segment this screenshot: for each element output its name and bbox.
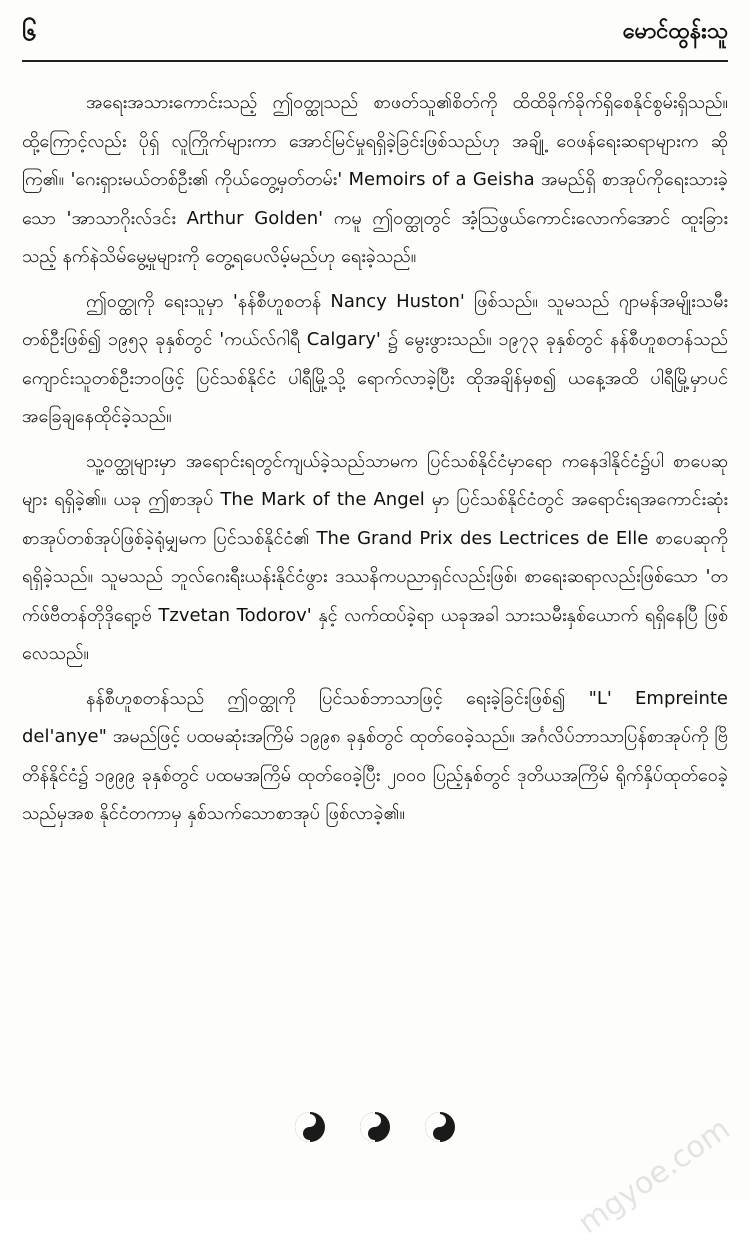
yin-yang-icon xyxy=(360,1112,390,1142)
page-number: ၆ xyxy=(22,17,37,47)
header-rule xyxy=(22,60,728,62)
yin-yang-icon xyxy=(425,1112,455,1142)
section-ornaments xyxy=(0,1112,750,1149)
body-text xyxy=(22,84,728,840)
paragraph-3: သူ့ဝတ္ထုများမှာ အရောင်းရတွင်ကျယ်ခဲ့သည်သာမက ပြင်သစ်နိုင်ငံမှာရော ကနေဒါနိုင်ငံ၌ပါ စာပေဆုများ ရရှိခဲ့၏။ ယခု ဤစာအုပ် The Mark of the Angel မှာ ပြင်သစ်နိုင်ငံတွင် အရောင်းရအကောင်းဆုံး စာအုပ်တစ်အုပ်ဖြစ်ခဲ့ရုံမျှမက ပြင်သစ်နိုင်ငံ၏ The Grand Prix des Lectrices de Elle စာပေဆုကို ရရှိခဲ့သည်။ သူမသည် ဘူလ်ဂေးရီးယန်းနိုင်ငံဖွား ဒဿနိကပညာရှင်လည်းဖြစ်၊ စာရေးဆရာလည်းဖြစ်သော 'တက်ဖ်ဗီတန်တိုဒိုရော့ဗ် Tzvetan Todorov' နှင့် လက်ထပ်ခဲ့ရာ ယခုအခါ သားသမီးနှစ်ယောက် ရရှိနေပြီ ဖြစ်လေသည်။ xyxy=(22,450,728,664)
paragraph-4: နန်စီဟူစတန်သည် ဤဝတ္ထုကို ပြင်သစ်ဘာသာဖြင့် ရေးခဲ့ခြင်းဖြစ်၍ "L' Empreinte del'anye" အမည်ဖြင့် ပထမဆုံးအကြိမ် ၁၉၉၈ ခုနှစ်တွင် ထုတ်ဝေခဲ့သည်။ အင်္ဂလိပ်ဘာသာပြန်စာအုပ်ကို ဗြိတိန်နိုင်ငံ၌ ၁၉၉၉ ခုနှစ်တွင် ပထမအကြိမ် ထုတ်ဝေခဲ့ပြီး ၂၀၀၀ ပြည့်နှစ်တွင် ဒုတိယအကြိမ် ရိုက်နှိပ်ထုတ်ဝေခဲ့သည်မှအစ နိုင်ငံတကာမှ နှစ်သက်သောစာအုပ် ဖြစ်လာခဲ့၏။ xyxy=(22,687,728,824)
page-header xyxy=(22,8,728,54)
paragraph-1: အရေးအသားကောင်းသည့် ဤဝတ္ထုသည် စာဖတ်သူ၏စိတ်ကို ထိထိခိုက်ခိုက်ရှိစေနိုင်စွမ်းရှိသည်။ ထို့ကြောင့်လည်း ပိုရှ် လူကြိုက်များကာ အောင်မြင်မှုရရှိခဲ့ခြင်းဖြစ်သည်ဟု အချို့ ဝေဖန်ရေးဆရာများက ဆိုကြ၏။ 'ဂေးရှားမယ်တစ်ဦး၏ ကိုယ်တွေ့မှတ်တမ်း' Memoirs of a Geisha အမည်ရှိ စာအုပ်ကိုရေးသားခဲ့သော 'အာသာဂိုးလ်ဒင်း Arthur Golden' ကမူ ဤဝတ္ထုတွင် အံ့သြဖွယ်ကောင်းလောက်အောင် ထူးခြားသည့် နက်နဲသိမ်မွေ့မှုများကို တွေ့ရပေလိမ့်မည်ဟု ရေးခဲ့သည်။ xyxy=(22,92,728,267)
running-title: မောင်ထွန်းသူ xyxy=(622,19,728,44)
paragraph-2: ဤဝတ္ထုကို ရေးသူမှာ 'နန်စီဟူစတန် Nancy Huston' ဖြစ်သည်။ သူမသည် ဂျာမန်အမျိုးသမီးတစ်ဦးဖြစ်၍ ၁၉၅၃ ခုနှစ်တွင် 'ကယ်လ်ဂါရီ Calgary' ၌ မွေးဖွားသည်။ ၁၉၇၃ ခုနှစ်တွင် နန်စီဟူစတန်သည် ကျောင်းသူတစ်ဦးဘဝဖြင့် ပြင်သစ်နိုင်ငံ ပါရီမြို့သို့ ရောက်လာခဲ့ပြီး ထိုအချိန်မှစ၍ ယနေ့အထိ ပါရီမြို့မှာပင် အခြေချနေထိုင်ခဲ့သည်။ xyxy=(22,290,729,427)
watermark: mgyoe.com xyxy=(571,1111,736,1241)
yin-yang-icon xyxy=(295,1112,325,1142)
